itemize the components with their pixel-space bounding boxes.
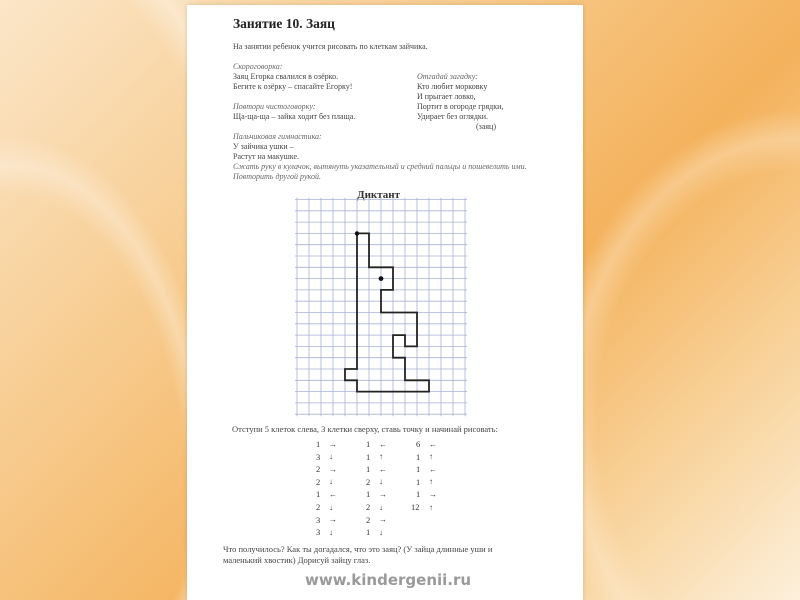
riddle-line: Кто любит морковку xyxy=(417,82,488,91)
arrow-right-icon: → xyxy=(329,515,337,525)
riddle-line: Портит в огороде грядки, xyxy=(417,102,504,111)
arrow-left-icon: ← xyxy=(429,464,437,474)
tongue-twister-label: Скороговорка: xyxy=(233,62,283,71)
arrow-down-icon: ↓ xyxy=(379,527,383,537)
arrow-down-icon: ↓ xyxy=(329,452,333,462)
eye-dot xyxy=(379,276,384,281)
arrow-left-icon: ← xyxy=(379,464,387,474)
arrow-left-icon: ← xyxy=(329,489,337,499)
step-count: 1 xyxy=(316,439,321,449)
step-count: 1 xyxy=(416,476,421,487)
arrow-down-icon: ↓ xyxy=(329,477,333,487)
arrow-right-icon: → xyxy=(329,464,337,474)
riddle-answer: (заяц) xyxy=(476,122,496,131)
intro-text: На занятии ребенок учится рисовать по клеткам зайчика. xyxy=(233,42,428,51)
arrow-up-icon: ↑ xyxy=(429,477,433,487)
arrow-down-icon: ↓ xyxy=(329,502,333,512)
riddle-label: Отгадай загадку: xyxy=(417,72,478,81)
step-count: 6 xyxy=(416,439,421,449)
step-count: 1 xyxy=(416,451,421,462)
step-count: 1 xyxy=(416,489,421,500)
step-count: 3 xyxy=(316,527,321,538)
arrow-down-icon: ↓ xyxy=(379,477,383,487)
arrow-down-icon: ↓ xyxy=(329,527,333,537)
riddle-line: И прыгает ловко, xyxy=(417,92,476,101)
step-count: 1 xyxy=(366,451,371,462)
step-count: 2 xyxy=(366,514,371,525)
riddle-line: Удирает без оглядки. xyxy=(417,112,489,121)
finger-gym-instruction: Повторить другой рукой. xyxy=(233,172,321,181)
hare-outline xyxy=(345,233,429,391)
dictation-grid xyxy=(187,5,583,600)
question-line: Что получилось? Как ты догадался, что это заяц? (У зайца длинные уши и xyxy=(223,544,493,554)
arrow-right-icon: → xyxy=(329,439,337,449)
step-count: 2 xyxy=(316,464,321,475)
arrow-up-icon: ↑ xyxy=(429,452,433,462)
finger-gym-line: У зайчика ушки – xyxy=(233,142,294,151)
arrow-up-icon: ↑ xyxy=(429,502,433,512)
step-count: 2 xyxy=(316,476,321,487)
step-count: 3 xyxy=(316,514,321,525)
finger-gym-instruction: Сжать руку в кулачок, вытянуть указательный и средний пальцы и пошевелить ими. xyxy=(233,162,527,171)
page-title: Занятие 10. Заяц xyxy=(233,16,335,31)
question-line: маленький хвостик) Дорисуй зайцу глаз. xyxy=(223,555,371,565)
finger-gym-label: Пальчиковая гимнастика: xyxy=(233,132,322,141)
tongue-twister-line: Заяц Егорка свалился в озёрко. xyxy=(233,72,339,81)
pure-talk-line: Ща-ща-ща – зайка ходит без плаща. xyxy=(233,112,356,121)
dictation-start-instruction: Отступи 5 клеток слева, 3 клетки сверху, ставь точку и начинай рисовать: xyxy=(232,424,498,434)
step-count: 1 xyxy=(366,527,371,538)
finger-gym-line: Растут на макушке. xyxy=(233,152,299,161)
step-count: 1 xyxy=(366,464,371,475)
step-count: 2 xyxy=(316,502,321,512)
arrow-right-icon: → xyxy=(379,515,387,525)
arrow-right-icon: → xyxy=(429,489,437,499)
arrow-left-icon: ← xyxy=(429,439,437,449)
start-dot xyxy=(355,231,359,235)
step-count: 2 xyxy=(366,502,371,512)
arrow-right-icon: → xyxy=(379,489,387,499)
tongue-twister-line: Бегите к озёрку – спасайте Егорку! xyxy=(233,82,353,91)
website-watermark: www.kindergenii.ru xyxy=(305,571,472,589)
step-count: 1 xyxy=(366,439,371,449)
dictation-title: Диктант xyxy=(357,189,401,201)
pure-talk-label: Повтори чистоговорку: xyxy=(233,102,316,111)
step-count: 1 xyxy=(316,489,321,500)
arrow-left-icon: ← xyxy=(379,439,387,449)
worksheet-page xyxy=(187,5,583,600)
arrow-down-icon: ↓ xyxy=(379,502,383,512)
step-count: 12 xyxy=(411,502,420,512)
step-count: 1 xyxy=(416,464,421,475)
arrow-up-icon: ↑ xyxy=(379,452,383,462)
step-count: 1 xyxy=(366,489,371,500)
step-count: 2 xyxy=(366,476,371,487)
step-count: 3 xyxy=(316,451,321,462)
